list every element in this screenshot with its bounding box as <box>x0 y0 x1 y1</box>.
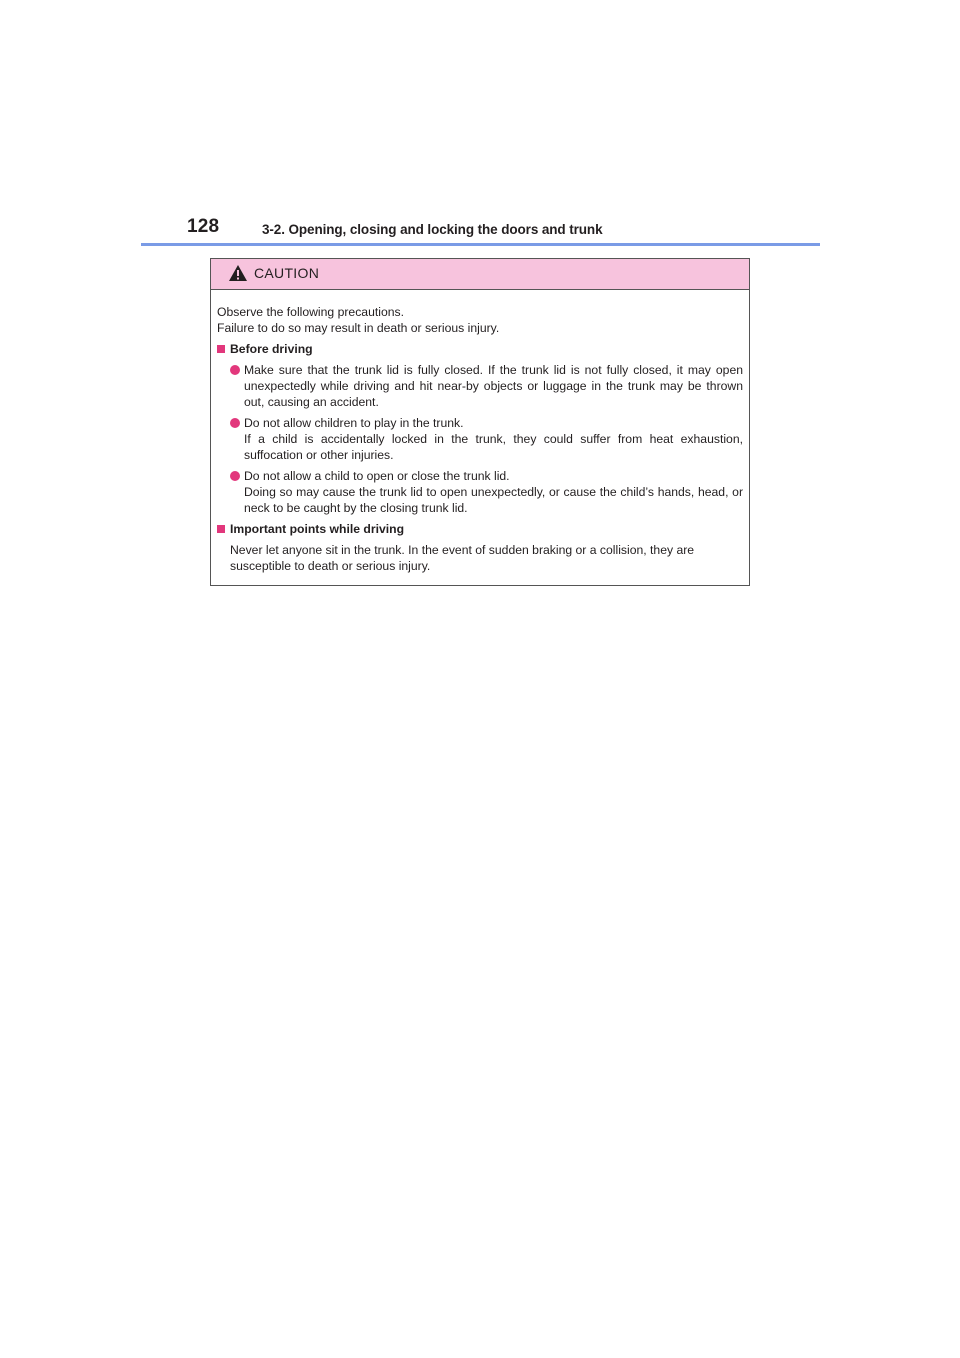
circle-bullet-icon <box>230 471 240 481</box>
bullet-text: Do not allow a child to open or close the trunk lid. <box>244 469 510 483</box>
warning-icon <box>228 264 248 282</box>
intro-line: Observe the following precautions. <box>217 305 404 319</box>
intro-text <box>217 304 743 336</box>
header-rule <box>141 243 820 246</box>
section-text: Never let anyone sit in the trunk. In the event of sudden braking or a collision, they are susceptible to death or serious injury. <box>230 543 695 573</box>
square-bullet-icon <box>217 345 225 353</box>
bullet-text: If a child is accidentally locked in the trunk, they could suffer from heat exhaustion, suffocation or other injuries. <box>244 432 743 462</box>
square-bullet-icon <box>217 525 225 533</box>
section-heading-before-driving: Before driving <box>217 341 743 357</box>
bullet-item <box>217 468 743 516</box>
bullet-item <box>217 362 743 410</box>
page-number: 128 <box>187 216 220 237</box>
caution-body <box>211 290 749 574</box>
section-heading-important-points: Important points while driving <box>217 521 743 537</box>
caution-label: CAUTION <box>254 265 320 281</box>
bullet-item <box>217 415 743 463</box>
bullet-text: Make sure that the trunk lid is fully closed. If the trunk lid is not fully closed, it may open unexpectedly while driving and hit near-by objects or luggage in the trunk may be thrown out, causing an accident. <box>244 363 743 409</box>
page-header <box>0 0 960 250</box>
intro-line: Failure to do so may result in death or serious injury. <box>217 321 500 335</box>
circle-bullet-icon <box>230 418 240 428</box>
caution-box <box>210 258 750 586</box>
bullet-text: Do not allow children to play in the trunk. <box>244 416 464 430</box>
circle-bullet-icon <box>230 365 240 375</box>
section-title: 3-2. Opening, closing and locking the doors and trunk <box>262 222 603 237</box>
bullet-text: Doing so may cause the trunk lid to open unexpectedly, or cause the child’s hands, head, or neck to be caught by the closing trunk lid. <box>244 485 743 515</box>
caution-header <box>211 259 749 290</box>
